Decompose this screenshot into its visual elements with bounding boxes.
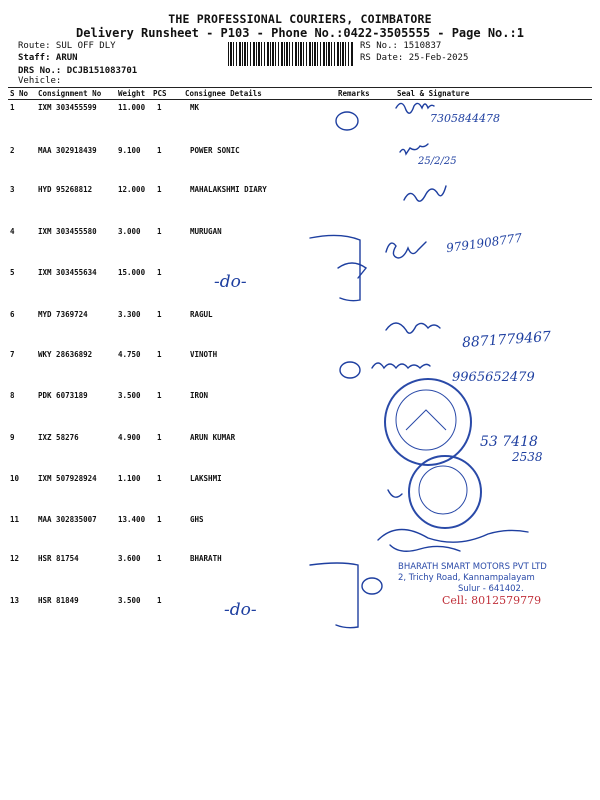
cell-consignee: BHARATH	[190, 554, 222, 563]
cell-weight: 13.400	[118, 515, 146, 524]
cell-weight: 9.100	[118, 146, 141, 155]
cell-sno: 2	[10, 146, 15, 155]
cell-cn: HSR 81754	[38, 554, 79, 563]
cell-pcs: 1	[157, 596, 162, 605]
cell-sno: 5	[10, 268, 15, 277]
drs-number: DRS No.: DCJB151083701	[18, 66, 138, 76]
cell-pcs: 1	[157, 350, 162, 359]
cell-pcs: 1	[157, 103, 162, 112]
rs-date: RS Date: 25-Feb-2025	[360, 53, 469, 63]
cell-weight: 4.750	[118, 350, 141, 359]
cell-sno: 7	[10, 350, 15, 359]
cell-weight: 3.000	[118, 227, 141, 236]
col-consignee: Consignee Details	[185, 89, 262, 98]
cell-consignee: RAGUL	[190, 310, 213, 319]
col-sno: S No	[10, 89, 29, 98]
cell-sno: 8	[10, 391, 15, 400]
shop-address-line1: 2, Trichy Road, Kannampalayam	[398, 573, 535, 583]
cell-cn: MAA 302918439	[38, 146, 97, 155]
signature-row1-phone: 7305844478	[430, 112, 500, 125]
company-title: THE PROFESSIONAL COURIERS, COIMBATORE	[168, 12, 432, 26]
vehicle-label: Vehicle:	[18, 76, 62, 86]
shop-address-stamp	[398, 562, 547, 606]
shop-name: BHARATH SMART MOTORS PVT LTD	[398, 562, 547, 572]
cell-sno: 3	[10, 185, 15, 194]
cell-weight: 15.000	[118, 268, 146, 277]
cell-sno: 1	[10, 103, 15, 112]
cell-weight: 3.500	[118, 391, 141, 400]
signature-row2-date: 25/2/25	[418, 156, 457, 167]
cell-weight: 4.900	[118, 433, 141, 442]
cell-pcs: 1	[157, 185, 162, 194]
cell-consignee: MURUGAN	[190, 227, 222, 236]
cell-pcs: 1	[157, 474, 162, 483]
cell-cn: IXM 303455634	[38, 268, 97, 277]
cell-sno: 12	[10, 554, 20, 563]
cell-consignee: POWER SONIC	[190, 146, 240, 155]
cell-pcs: 1	[157, 268, 162, 277]
seal-ring-icon	[384, 378, 468, 462]
cell-pcs: 1	[157, 391, 162, 400]
signature-row6-phone: 8871779467	[461, 328, 552, 352]
cell-consignee: GHS	[190, 515, 204, 524]
ditto-mark-row5: -do-	[214, 272, 247, 292]
col-weight: Weight	[118, 89, 146, 98]
cell-cn: MAA 302835007	[38, 515, 97, 524]
signature-row9-number: 53 7418	[480, 434, 538, 450]
header-rule-bottom	[8, 99, 592, 100]
cell-weight: 12.000	[118, 185, 146, 194]
staff-label: Staff: ARUN	[18, 53, 78, 63]
cell-cn: HYD 95268812	[38, 185, 93, 194]
cell-weight: 11.000	[118, 103, 146, 112]
cell-weight: 3.600	[118, 554, 141, 563]
col-consignment: Consignment No	[38, 89, 102, 98]
cell-sno: 9	[10, 433, 15, 442]
col-pcs: PCS	[153, 89, 167, 98]
cell-pcs: 1	[157, 554, 162, 563]
cell-weight: 3.500	[118, 596, 141, 605]
cell-pcs: 1	[157, 146, 162, 155]
cell-sno: 13	[10, 596, 20, 605]
cell-cn: IXM 303455599	[38, 103, 97, 112]
cell-consignee: VINOTH	[190, 350, 218, 359]
cell-consignee: MK	[190, 103, 200, 112]
cell-cn: MYD 7369724	[38, 310, 88, 319]
seal-ring-icon	[408, 455, 478, 525]
company-seal-stamp	[384, 378, 472, 466]
cell-weight: 1.100	[118, 474, 141, 483]
industries-seal-stamp	[408, 455, 482, 529]
cell-sno: 4	[10, 227, 15, 236]
cell-pcs: 1	[157, 433, 162, 442]
cell-consignee: ARUN KUMAR	[190, 433, 236, 442]
cell-cn: IXM 507928924	[38, 474, 97, 483]
cell-consignee: IRON	[190, 391, 209, 400]
cell-sno: 10	[10, 474, 20, 483]
shop-address-line2: Sulur - 641402.	[458, 584, 524, 594]
cell-pcs: 1	[157, 227, 162, 236]
barcode	[228, 42, 354, 66]
cell-cn: IXM 303455580	[38, 227, 97, 236]
cell-sno: 6	[10, 310, 15, 319]
shop-phone: Cell: 8012579779	[442, 594, 542, 607]
signature-row4-phone: 9791908777	[445, 230, 523, 256]
route-label: Route: SUL OFF DLY	[18, 41, 116, 51]
col-remarks: Remarks	[338, 89, 370, 98]
cell-consignee: MAHALAKSHMI DIARY	[190, 185, 267, 194]
cell-pcs: 1	[157, 515, 162, 524]
col-seal-signature: Seal & Signature	[397, 89, 470, 98]
cell-consignee: LAKSHMI	[190, 474, 222, 483]
cell-cn: IXZ 58276	[38, 433, 79, 442]
runsheet-subtitle: Delivery Runsheet - P103 - Phone No.:0422-3505555 - Page No.:1	[76, 26, 524, 40]
cell-cn: WKY 28636892	[38, 350, 93, 359]
cell-cn: HSR 81849	[38, 596, 79, 605]
cell-pcs: 1	[157, 310, 162, 319]
signature-row9-number-b: 2538	[512, 450, 543, 464]
header-rule-top	[8, 87, 592, 88]
cell-cn: PDK 6073189	[38, 391, 88, 400]
ditto-mark-row13: -do-	[224, 600, 257, 620]
signature-row7-phone: 9965652479	[452, 370, 535, 385]
cell-sno: 11	[10, 515, 20, 524]
cell-weight: 3.300	[118, 310, 141, 319]
rs-number: RS No.: 1510837	[360, 41, 442, 51]
